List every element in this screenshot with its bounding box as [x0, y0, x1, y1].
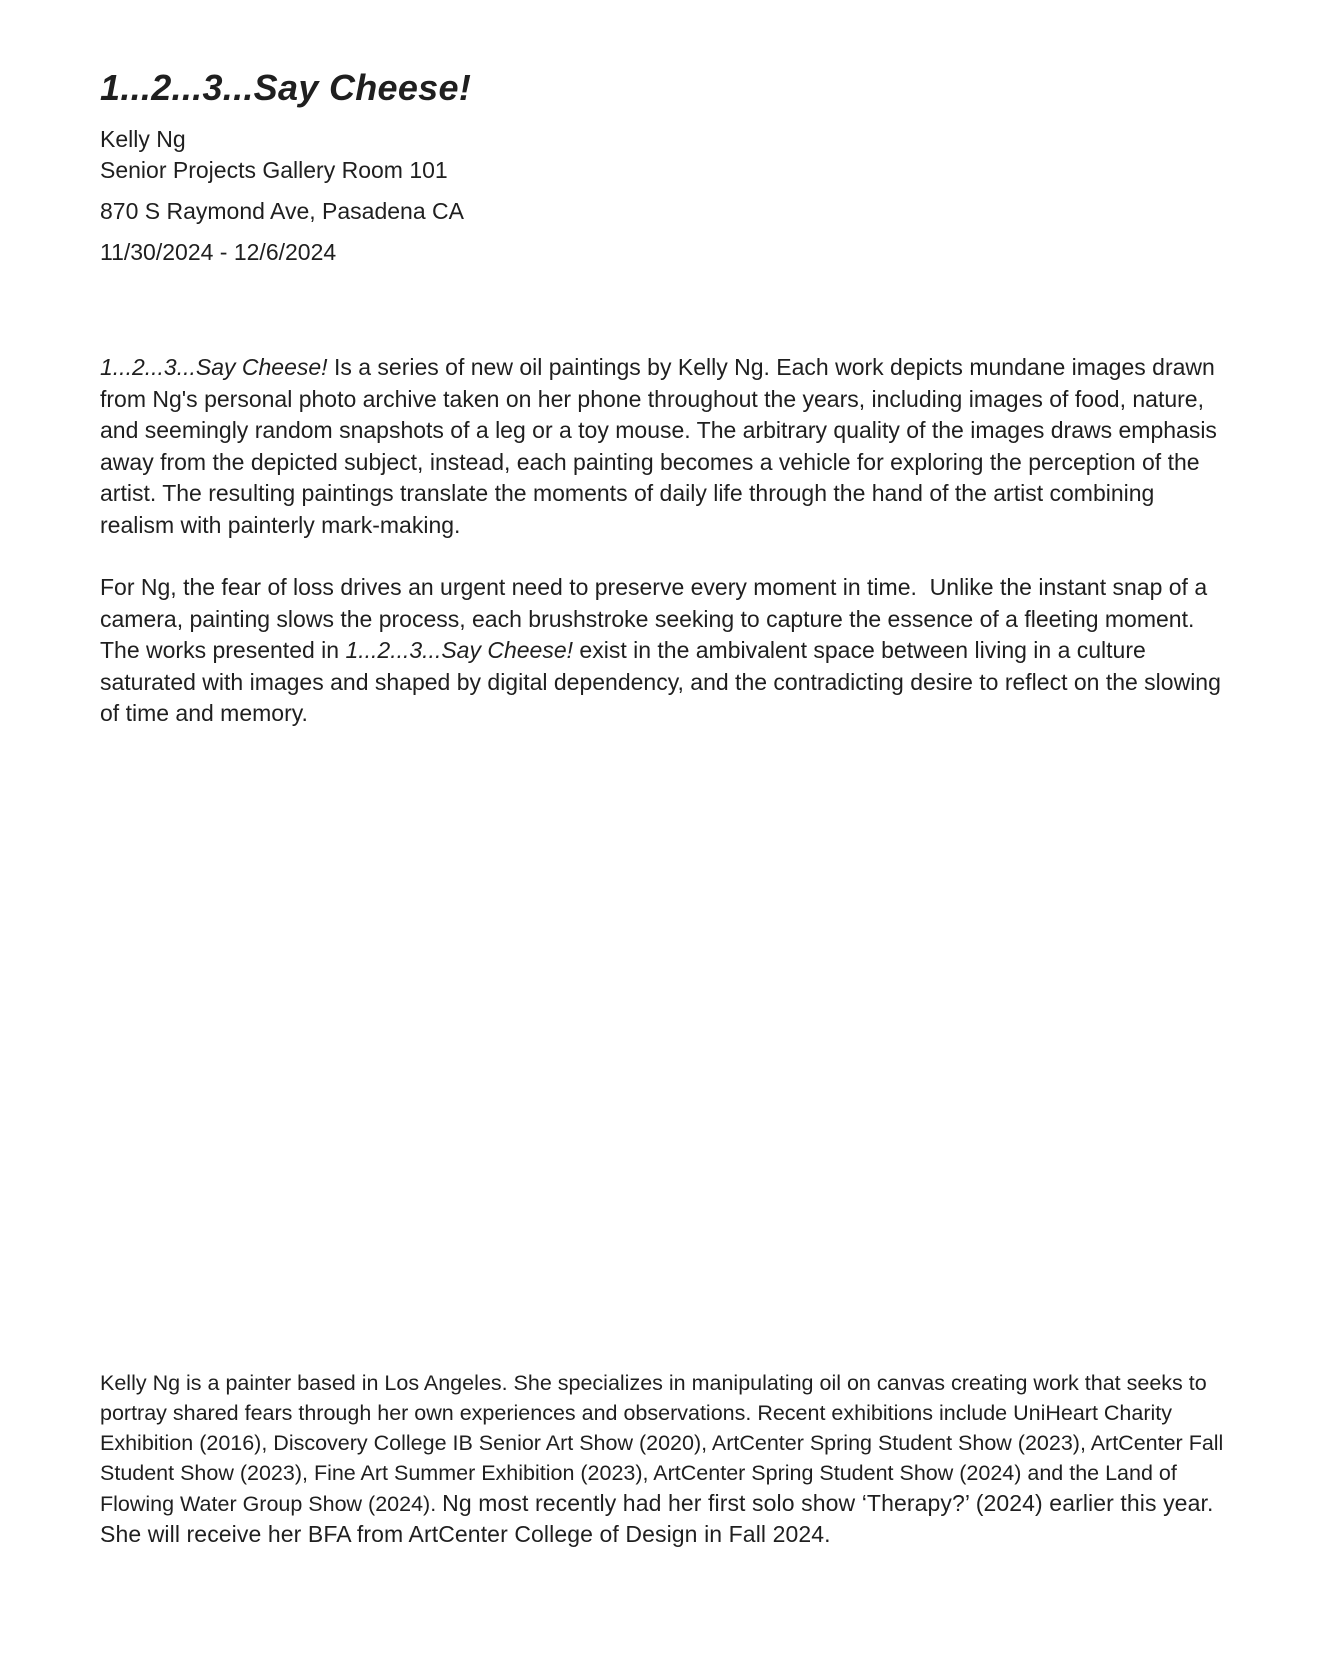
text-run: Is a series of new oil paintings by Kelly Ng. Each work depicts mundane images drawn from Ng's personal photo archive taken on her phone throughout the years, including images of food, nature, and seemingly random snapshots of a leg or a toy mouse. The arbitrary quality of the images draws emphasis away from the depicted subject, instead, each painting becomes a vehicle for exploring the perception of the artist. The resulting paintings translate the moments of daily life through the hand of the artist combining realism with painterly mark-making.	[100, 354, 1224, 538]
document-header	[100, 68, 1225, 268]
text-run: 1...2...3...Say Cheese!	[100, 354, 328, 380]
body-paragraph	[100, 352, 1228, 541]
venue-address: 870 S Raymond Ave, Pasadena CA	[100, 198, 464, 224]
text-run: Kelly Ng is a painter based in Los Angeles. She specializes in manipulating oil on canvas creating work that seeks to portray shared fears through her own experiences and observations. Recent exhibitions include UniHeart Charity Exhibition (2016), Discovery College IB Senior Art Show (2020), ArtCenter Spring Student Show (2023), ArtCenter Fall Student Show (2023), Fine Art Summer Exhibition (2023), ArtCenter Spring Student Show (2024) and the Land of Flowing Water Group Show (2024).	[100, 1371, 1230, 1516]
exhibition-dates: 11/30/2024 - 12/6/2024	[100, 239, 337, 265]
press-release-text	[100, 352, 1228, 730]
exhibition-title: 1...2...3...Say Cheese!	[100, 67, 472, 108]
text-run: 1...2...3...Say Cheese!	[345, 637, 574, 663]
artist-name: Kelly Ng	[100, 126, 186, 152]
venue-name: Senior Projects Gallery Room 101	[100, 157, 448, 183]
text-run: exist in the ambivalent space between living in a culture saturated with images and shaped by digital dependency, and the contradicting desire to reflect on the slowing of time and memory.	[100, 637, 1228, 726]
text-run: Ng most recently had her first solo show ‘Therapy?’ (2024) earlier this year. She will receive her BFA from ArtCenter College of Design in Fall 2024.	[100, 1490, 1220, 1547]
artist-bio	[100, 1368, 1228, 1550]
text-run: For Ng, the fear of loss drives an urgent need to preserve every moment in time. Unlike the instant snap of a camera, painting slows the process, each brushstroke seeking to capture the essence of a fleeting moment. The works presented in	[100, 574, 1214, 663]
body-paragraph	[100, 572, 1228, 730]
